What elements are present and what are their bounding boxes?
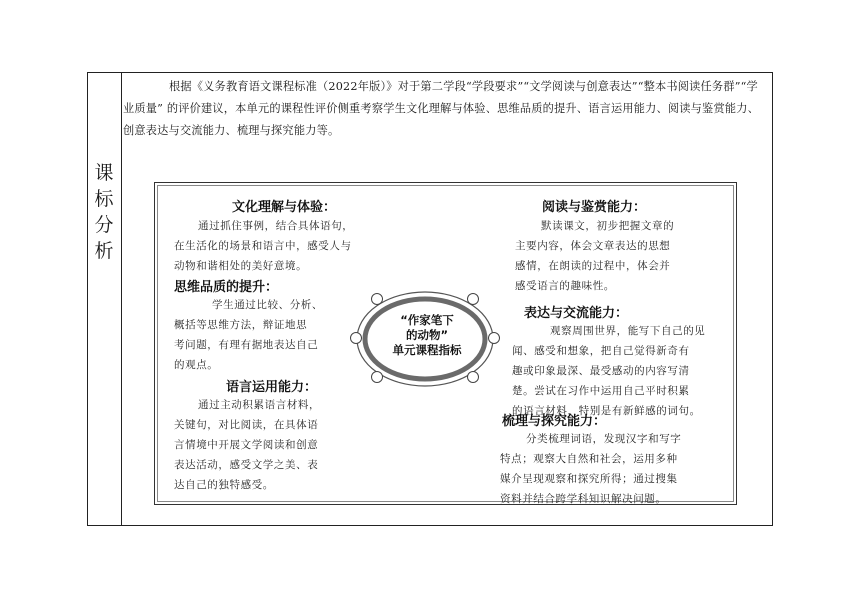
inquiry-line: 资料并结合跨学科知识解决问题。 <box>500 493 667 505</box>
inquiry-section-body <box>500 429 681 509</box>
reading-line: 感受语言的趣味性。 <box>515 280 615 292</box>
language-line: 言情境中开展文学阅读和创意 <box>174 439 319 451</box>
culture-line: 动物和谐相处的美好意境。 <box>174 260 308 272</box>
expression-section-body <box>512 321 705 421</box>
thinking-line: 学生通过比较、分析、 <box>212 299 323 311</box>
thinking-section-title: 思维品质的提升： <box>174 280 279 295</box>
ring-node <box>468 372 479 383</box>
language-section-title: 语言运用能力： <box>226 380 318 395</box>
thinking-line: 考问题，有理有据地表达自己 <box>174 339 319 351</box>
reading-line: 默读课文，初步把握文章的 <box>541 220 675 232</box>
center-title <box>372 313 482 358</box>
culture-section-title: 文化理解与体验： <box>232 200 337 215</box>
reading-line: 感情，在朗读的过程中，体会并 <box>515 260 671 272</box>
reading-section-title: 阅读与鉴赏能力： <box>542 200 647 215</box>
expression-line: 的语言材料，特别是有新鲜感的词句。 <box>512 405 701 417</box>
inquiry-line: 分类梳理词语，发现汉字和写字 <box>526 433 682 445</box>
expression-line: 观察周围世界，能写下自己的见 <box>550 325 706 337</box>
culture-line: 在生活化的场景和语言中，感受人与 <box>174 240 352 252</box>
thinking-line: 概括等思维方法，辩证地思 <box>174 319 308 331</box>
inquiry-line: 特点；观察大自然和社会，运用多种 <box>500 453 678 465</box>
culture-section-body <box>174 216 353 276</box>
reading-section-body <box>515 216 674 296</box>
center-title-line: 的动物” <box>405 328 449 342</box>
expression-section-title: 表达与交流能力： <box>524 306 629 321</box>
ring-node <box>489 333 500 344</box>
thinking-section-body <box>174 295 323 375</box>
table-column-divider <box>121 72 122 526</box>
ring-node <box>372 372 383 383</box>
language-line: 通过主动积累语言材料， <box>198 399 321 411</box>
center-title-line: 单元课程指标 <box>392 343 462 357</box>
reading-line: 主要内容，体会文章表达的思想 <box>515 240 671 252</box>
side-label-char: 课 <box>94 162 114 184</box>
language-line: 关键句，对比阅读，在具体语 <box>174 419 319 431</box>
inquiry-line: 媒介呈现观察和探究所得；通过搜集 <box>500 473 678 485</box>
side-label-char: 标 <box>94 188 114 210</box>
inquiry-section-title: 梳理与探究能力： <box>502 414 607 429</box>
ring-node <box>351 333 362 344</box>
language-section-body <box>174 395 320 495</box>
expression-line: 楚。尝试在习作中运用自己平时积累 <box>512 385 690 397</box>
intro-paragraph: 根据《义务教育语文课程标准（2022年版）》对于第二学段“学段要求”“文学阅读与创意表达”“整本书阅读任务群”“学业质量” 的评价建议，本单元的课程性评价侧重考察学生文化理解与体验、思维品质的提升、语言运用能力、阅读与鉴赏能力、创意表达与交流能力、梳理与探究能力等。 <box>123 80 759 137</box>
thinking-line: 的观点。 <box>174 359 219 371</box>
language-line: 达自己的独特感受。 <box>174 479 274 491</box>
ring-node <box>372 294 383 305</box>
course-standard-analysis-label <box>88 160 120 264</box>
language-line: 表达活动，感受文学之美、表 <box>174 459 319 471</box>
expression-line: 闻、感受和想象，把自己觉得新奇有 <box>512 345 690 357</box>
ring-node <box>468 294 479 305</box>
side-label-char: 析 <box>94 240 114 262</box>
expression-line: 趣或印象最深、最受感动的内容写清 <box>512 365 690 377</box>
culture-line: 通过抓住事例，结合具体语句， <box>198 220 354 232</box>
side-label-char: 分 <box>94 214 114 236</box>
center-title-line: “作家笔下 <box>400 313 454 327</box>
